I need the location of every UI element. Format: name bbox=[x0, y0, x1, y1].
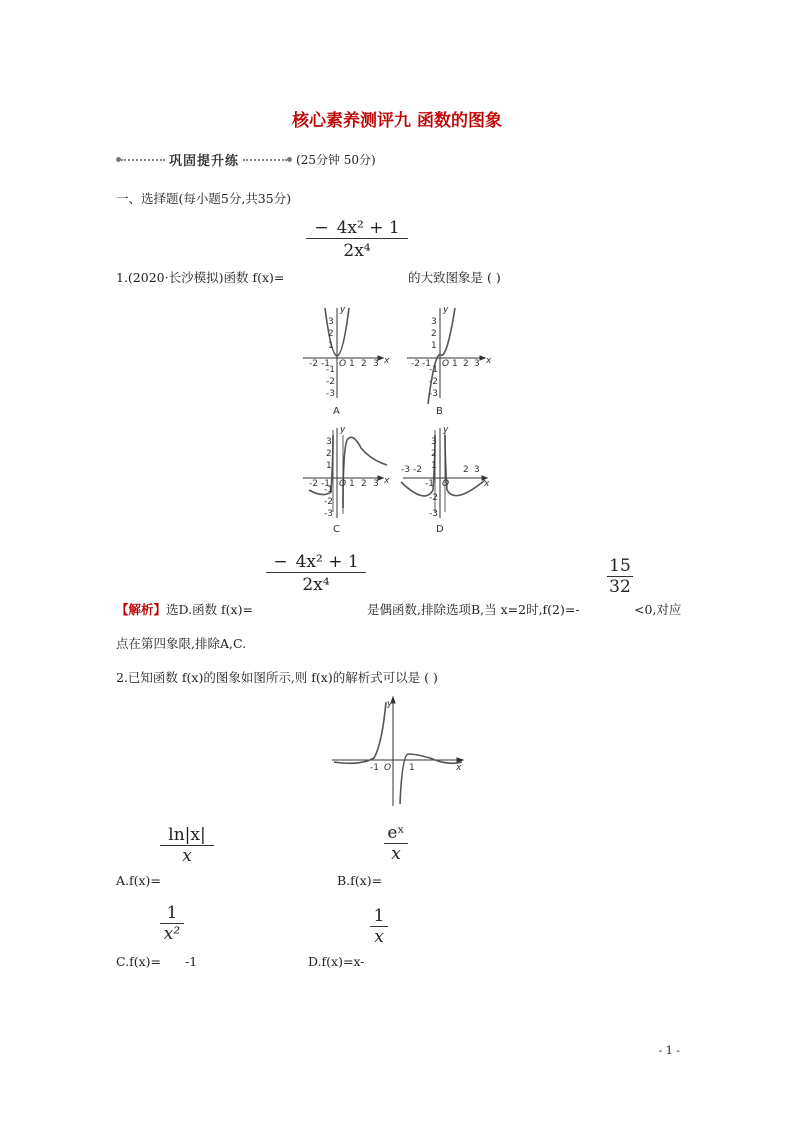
analysis-text-1: 选D.函数 f(x)= bbox=[166, 602, 253, 617]
optA-fraction bbox=[160, 825, 214, 866]
graph-a-y-label: y bbox=[340, 305, 346, 315]
graph-d-tick-y1: 1 bbox=[431, 461, 437, 471]
graph-d-tick-xm3: -3 bbox=[401, 465, 410, 475]
optD-fraction bbox=[370, 906, 388, 947]
graph-c-x-label: x bbox=[384, 476, 390, 486]
graph-c-tick-y2: 2 bbox=[326, 449, 332, 459]
optB-fraction bbox=[384, 823, 408, 864]
banner-line-right bbox=[243, 159, 287, 161]
graph-a-tick-y3: 3 bbox=[328, 317, 334, 327]
q2-x-label: x bbox=[456, 763, 462, 773]
graph-c-label: C bbox=[333, 524, 340, 535]
graph-d-tick-xm2: -2 bbox=[413, 465, 422, 475]
graph-b-tick-y3: 3 bbox=[431, 317, 437, 327]
analysis-frac-sign: − bbox=[273, 552, 288, 572]
graph-b-x-label: x bbox=[486, 356, 492, 366]
analysis-frac-bar bbox=[266, 572, 366, 573]
graph-c-tick-y1: 1 bbox=[326, 461, 332, 471]
graph-b-tick-x3: 3 bbox=[474, 359, 480, 369]
analysis-tag: 【解析】 bbox=[116, 602, 167, 617]
graph-c-tick-y3: 3 bbox=[326, 437, 332, 447]
graph-d-tick-y2: 2 bbox=[431, 449, 437, 459]
optA-label: A.f(x)= bbox=[116, 873, 161, 888]
q1-frac-num-expr: 4x² + 1 bbox=[336, 218, 400, 238]
section-heading: 一、选择题(每小题5分,共35分) bbox=[116, 191, 292, 206]
q1-frac-den: 2x⁴ bbox=[343, 241, 371, 261]
analysis-line-2: 点在第四象限,排除A,C. bbox=[116, 636, 247, 651]
graph-c-tick-ym2: -2 bbox=[324, 497, 333, 507]
analysis-fraction-2 bbox=[607, 556, 633, 597]
q1-stem-suffix: 的大致图象是 ( ) bbox=[408, 270, 501, 285]
optC-label: C.f(x)= bbox=[116, 954, 161, 969]
optD-den: x bbox=[374, 927, 384, 947]
q2-tick-m1: -1 bbox=[370, 763, 379, 773]
graph-c-tick-x1: 1 bbox=[349, 479, 355, 489]
page-title: 核心素养测评九 函数的图象 bbox=[292, 111, 502, 131]
optC-den: x² bbox=[163, 924, 181, 944]
optC-num: 1 bbox=[166, 903, 178, 923]
q1-frac-bar bbox=[306, 238, 408, 239]
optA-den: x bbox=[182, 846, 192, 866]
graph-a-tick-y2: 2 bbox=[328, 329, 334, 339]
graph-b-tick-y1: 1 bbox=[431, 341, 437, 351]
optB-den: x bbox=[391, 844, 401, 864]
graph-b-tick-x1: 1 bbox=[452, 359, 458, 369]
q1-graphs bbox=[295, 300, 495, 540]
graph-c-tick-ym1: -1 bbox=[324, 485, 333, 495]
graph-d-tick-y3: 3 bbox=[431, 437, 437, 447]
analysis-frac-den: 2x⁴ bbox=[302, 575, 330, 595]
analysis-frac2-den: 32 bbox=[609, 577, 631, 597]
q1-frac-sign: − bbox=[314, 218, 329, 238]
graph-d-x-label: x bbox=[484, 479, 490, 489]
graph-a-tick-y1: 1 bbox=[328, 341, 334, 351]
graph-a-tick-x2: 2 bbox=[361, 359, 367, 369]
graph-a-origin: O bbox=[339, 359, 347, 369]
graph-c-tick-xm1: -1 bbox=[321, 479, 330, 489]
graph-a-label: A bbox=[333, 406, 340, 417]
graph-c-tick-x3: 3 bbox=[373, 479, 379, 489]
analysis-text-2: 是偶函数,排除选项B,当 x=2时,f(2)=- bbox=[367, 602, 580, 617]
optB-label: B.f(x)= bbox=[337, 873, 383, 888]
graph-b-origin: O bbox=[442, 359, 450, 369]
graph-c-tick-xm2: -2 bbox=[309, 479, 318, 489]
page-number: - 1 - bbox=[658, 1044, 680, 1057]
graph-b-tick-ym2: -2 bbox=[429, 377, 438, 387]
optD-label: D.f(x)=x- bbox=[308, 954, 365, 969]
q1-frac-num bbox=[306, 218, 408, 238]
q1-stem-prefix: 1.(2020·长沙模拟)函数 f(x)= bbox=[116, 270, 285, 285]
graph-b-tick-ym3: -3 bbox=[429, 389, 438, 399]
banner-dot-right bbox=[287, 157, 292, 162]
optA-num: ln|x| bbox=[168, 825, 206, 845]
q2-graph bbox=[330, 696, 468, 808]
graph-a-tick-xm1: -1 bbox=[321, 359, 330, 369]
graph-c-tick-ym3: -3 bbox=[324, 509, 333, 519]
graph-c-origin: O bbox=[339, 479, 347, 489]
graph-c-tick-x2: 2 bbox=[361, 479, 367, 489]
graph-b-tick-ym1: -1 bbox=[429, 365, 438, 375]
optB-num: eˣ bbox=[387, 823, 405, 843]
q2-y-label: y bbox=[387, 699, 393, 709]
graph-d-tick-ym2: -2 bbox=[429, 493, 438, 503]
graph-a-tick-xm2: -2 bbox=[309, 359, 318, 369]
graph-c-y-label: y bbox=[340, 425, 346, 435]
q2-tick-1: 1 bbox=[409, 763, 415, 773]
graph-a-tick-x3: 3 bbox=[373, 359, 379, 369]
q1-fraction bbox=[306, 218, 408, 261]
graph-a-tick-ym1: -1 bbox=[326, 365, 335, 375]
graph-b-y-label: y bbox=[443, 305, 449, 315]
banner-time: (25分钟 50分) bbox=[296, 153, 376, 167]
graph-b-tick-x2: 2 bbox=[463, 359, 469, 369]
analysis-frac2-num: 15 bbox=[609, 556, 631, 576]
graph-d-origin: O bbox=[442, 479, 450, 489]
analysis-frac-num-expr: 4x² + 1 bbox=[295, 552, 359, 572]
graph-d-y-label: y bbox=[443, 425, 449, 435]
analysis-line-1 bbox=[116, 600, 253, 618]
graph-b-tick-xm1: -1 bbox=[422, 359, 431, 369]
analysis-fraction bbox=[266, 552, 366, 595]
analysis-text-3: <0,对应 bbox=[634, 602, 682, 617]
q2-stem: 2.已知函数 f(x)的图象如图所示,则 f(x)的解析式可以是 ( ) bbox=[116, 670, 438, 685]
optC-suffix: -1 bbox=[185, 954, 198, 969]
optC-fraction bbox=[160, 903, 184, 944]
graph-d-tick-ym3: -3 bbox=[429, 509, 438, 519]
graph-b-tick-y2: 2 bbox=[431, 329, 437, 339]
graph-d-label: D bbox=[436, 524, 444, 535]
graph-a-tick-x1: 1 bbox=[349, 359, 355, 369]
optD-num: 1 bbox=[373, 906, 385, 926]
section-banner bbox=[116, 150, 376, 169]
banner-line-left bbox=[121, 159, 165, 161]
graph-d-tick-x3: 3 bbox=[474, 465, 480, 475]
graph-b-label: B bbox=[436, 406, 443, 417]
graph-d-tick-xm1: -1 bbox=[425, 479, 434, 489]
graph-d-tick-x2: 2 bbox=[463, 465, 469, 475]
graph-a-tick-ym3: -3 bbox=[326, 389, 335, 399]
banner-label: 巩固提升练 bbox=[169, 154, 240, 169]
graph-a-tick-ym2: -2 bbox=[326, 377, 335, 387]
graph-a-x-label: x bbox=[384, 356, 390, 366]
graph-b-tick-xm2: -2 bbox=[411, 359, 420, 369]
analysis-frac-num bbox=[266, 552, 366, 572]
q2-origin: O bbox=[384, 763, 392, 773]
